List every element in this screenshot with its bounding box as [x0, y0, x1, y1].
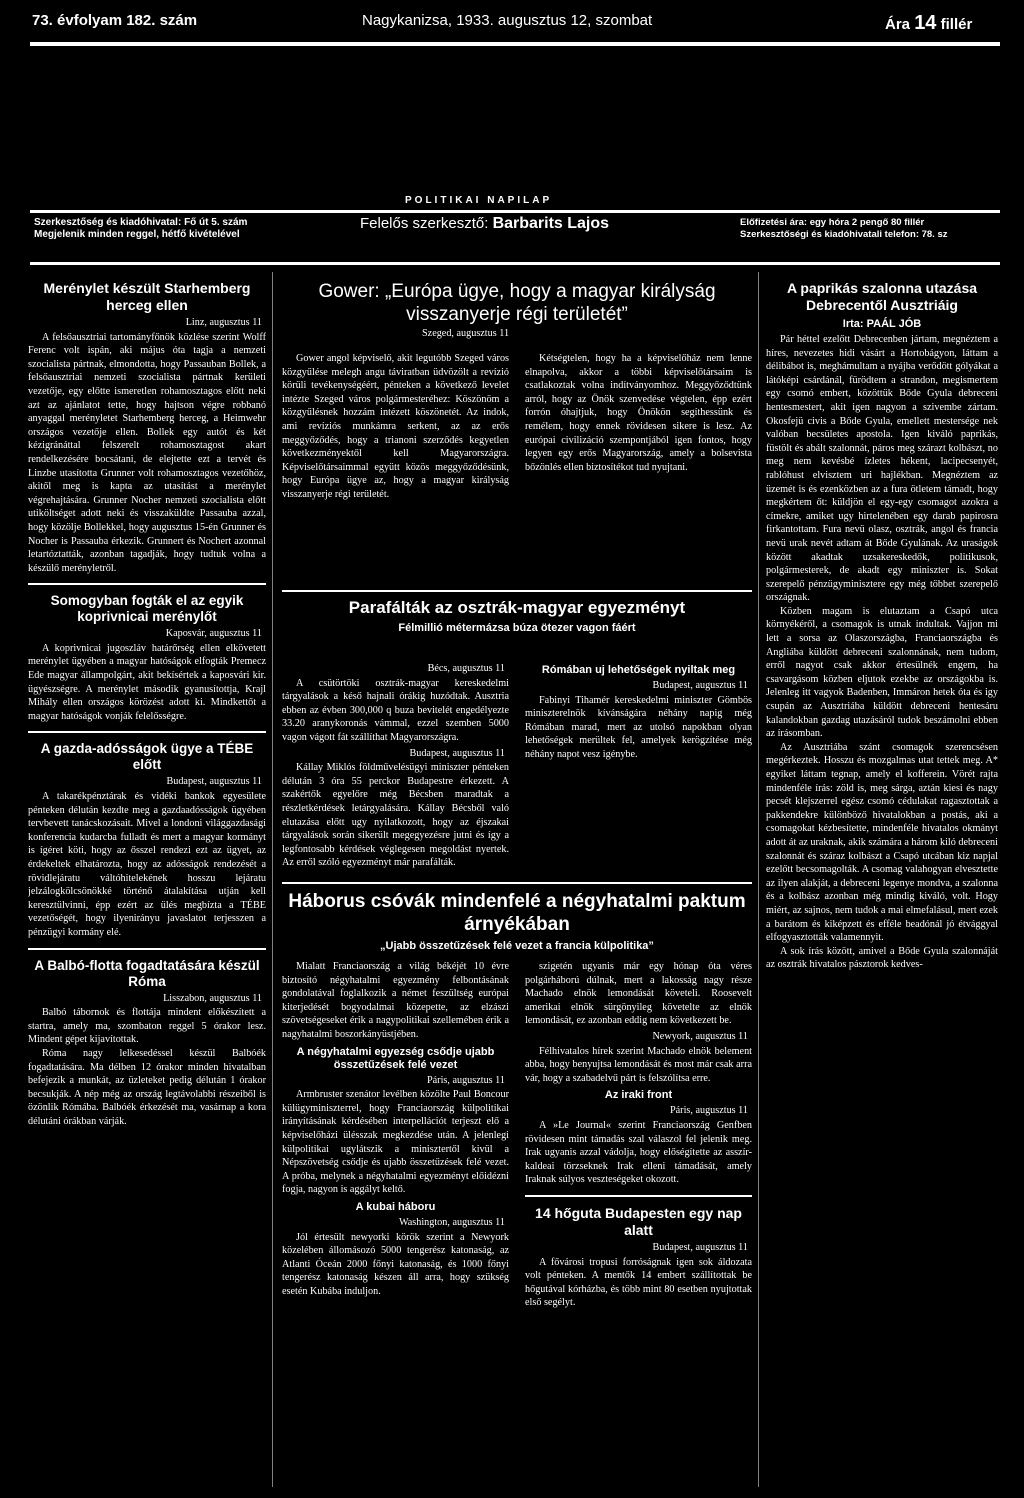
- masthead-top-rule: [30, 210, 1000, 213]
- dateline: Budapest, augusztus 11: [166, 776, 262, 788]
- article-title: Parafálták az osztrák-magyar egyezményt: [348, 598, 686, 617]
- article-text: Kállay Miklós földművelésügyi miniszter pénteken délután 3 óra 55 perckor Budapestre érkezett. A szakértők egyelőre még Bécsben maradtak a részletkérdések letárgyalására. Kállay Bécsből való elutazása előtt ugy nyilatkozott, hogy az éjszakai tárgyalások során sikerült megegyezésre jutni és így a legfontosabb kérdések véglegesen megoldást nyertek. Az erről szóló egyezményt már parafálták.: [282, 762, 509, 869]
- article-subtitle: A kubai háboru: [355, 1200, 436, 1213]
- dateline: Budapest, augusztus 11: [409, 747, 505, 759]
- article-subtitle: Félmillió métermázsa búza ötezer vagon fáért: [398, 622, 636, 634]
- lead-article: [282, 280, 752, 340]
- article-text: A »Le Journal« szerint Franciaország Genfben rövidesen mint támadás szal válaszol fel jelenik meg. Irak ugyanis azzal vádolja, hogy előségítette az asszír-kaldeai törzseknek Irak elleni támadását, amely Iraknak súlyos veszteségeket okozott.: [525, 1119, 752, 1186]
- article-subtitle: Az iraki front: [604, 1089, 673, 1102]
- header-rule: [30, 42, 1000, 46]
- divider: [28, 583, 266, 585]
- war-article: [282, 890, 752, 955]
- divider: [282, 590, 752, 592]
- left-column: [28, 280, 266, 1490]
- masthead-bottom-rule: [30, 262, 1000, 265]
- right-column: [766, 280, 998, 1490]
- article-text: Kétségtelen, hogy ha a képviselőház nem lenne elnapolva, akkor a többi képviselőtársaim is csatlakoztak volna indítványomhoz. Meggyőződtünk arról, hogy az Önök szenvedése végtelen, épp ezért forrón óhajtjuk, hogy Önökön segíthessünk és remélem, hogy ennek rövidesen sikere is lesz. Az európai civilizáció szempontjából igen fontos, hogy legyen egy erős Magyarország, amely a bolsevista bőzönlés ellen biztosítékot tud nyujtani.: [525, 353, 752, 473]
- article-title: 14 hőguta Budapesten egy nap alatt: [535, 1204, 742, 1238]
- article-subtitle: A négyhatalmi egyezség csődje ujabb összetűzések felé vezet: [296, 1045, 495, 1071]
- article-text: A sok írás között, amivel a Bőde Gyula szalonnáját az osztrák hivatalos pásztorok kedves-: [766, 945, 998, 971]
- dateline: Lisszabon, augusztus 11: [163, 992, 262, 1004]
- dateline: Newyork, augusztus 11: [652, 1030, 748, 1042]
- article-text: Balbó tábornok és flottája mindent előkészített a startra, amely ma, szombaton reggel 5 órakor lesz. Mindent gépet kijavítottak.: [28, 1007, 266, 1046]
- article-text: szigetén ugyanis már egy hónap óta véres polgárháború dúlnak, mert a lakosság nagy része Machado elnök lemondását követeli. Roosevelt amerikai elnök sürgönyileg követelte az elnök lemondását, ez azonban eddig nem következett be.: [525, 961, 752, 1027]
- place-date: Nagykanizsa, 1933. augusztus 12, szombat: [362, 12, 653, 29]
- column-rule: [758, 272, 759, 1487]
- dateline: Linz, augusztus 11: [185, 317, 262, 328]
- article-subtitle: „Ujabb összetűzések felé vezet a francia külpolitika”: [380, 940, 654, 952]
- divider: [28, 948, 266, 950]
- article-text: A fővárosi tropusi forróságnak igen sok áldozata volt pénteken. A mentők 14 embert szállítottak be hőgutával kórházba, és több mint 80 esetben nyujtottak első segélyt.: [525, 1256, 752, 1309]
- column-rule: [272, 272, 273, 1487]
- article-subtitle: Rómában uj lehetőségek nyiltak meg: [541, 664, 736, 676]
- page-header: [0, 8, 1024, 38]
- article-title: A Balbó-flotta fogadtatására készül Róma: [34, 957, 260, 989]
- dateline: Páris, augusztus 11: [426, 1074, 505, 1086]
- article-text: A koprivnicai jugoszláv határőrség ellen elkövetett merénylet ügyében a magyar hatóságok elfogták Premecz Ede magyar állampolgárt, akit bekísértek a kaposvári kir. ügyészségre. A merénylet második gyanusítottja, Krajl Mihály ellen országos körözést adott ki. Mindkettőt a magyar hatóságok vonják felelősségre.: [28, 642, 266, 722]
- article-text: Fabinyi Tihamér kereskedelmi miniszter Gömbös miniszterelnök kívánságára néhány napig még Rómában marad, mert az utolsó napokban olyan lehetőségek merültek fel, amelyek kerögzítése még néhány napot vesz igénybe.: [525, 694, 752, 760]
- article-text: Jól értesült newyorki körök szerint a Newyork közelében állomásozó 5000 tengerész katonaság, az Atlanti Óceán 2000 főnyi katonaság, és 1000 főnyi tengerész katonaság készen áll arra, hogy szükség esetén Kubába induljon.: [282, 1231, 509, 1297]
- volume-number: 73. évfolyam 182. szám: [32, 12, 198, 29]
- editor-line: Felelős szerkesztő: Barbarits Lajos: [360, 215, 610, 232]
- lead-title: Gower: „Európa ügye, hogy a magyar királyság visszanyerje régi területét”: [318, 281, 716, 325]
- article-text: A takarékpénztárak és vidéki bankok egyesülete pénteken délután kezdte meg a gazdaadósságok ügyében tervbevett tanácskozásait. Mivel a londoni világgazdasági konferencia kudarcba fulladt és mert a magyar kormányt is ígéret köti, hogy az ősszel rendezi ezt az ügyet, az érdekeltek elhatározta, hogy az adósságok rendezését a rövidlejáratu váltóhitelekének hosszu lejáratu jelzálogkölcsönökké történő átalakítása utján kell keresztülvinni, épp ezért az ülés megbízta a TÉBE vezetőségét, hogy ilyenirányu javaslatot terjesszen a pénzügyi kormány elé.: [28, 791, 266, 938]
- article-text: Róma nagy lelkesedéssel készül Balbóék fogadtatására. Ma délben 12 órakor minden hivatalban befejezik a munkát, az üzleteket pedig délután 1 órakor becsukják. A nép még az ország legtávolabbi részeiből is özönlik Rómába. Balbóék érkezését ma, vasárnap a kora délutáni órákban várják.: [28, 1047, 266, 1127]
- dateline: Washington, augusztus 11: [398, 1216, 505, 1228]
- dateline: Budapest, augusztus 11: [652, 680, 748, 691]
- paper-type: POLITIKAI NAPILAP: [405, 195, 553, 206]
- trade-body: [282, 660, 752, 875]
- article-text: A felsőausztriai tartományfőnök közlése szerint Wolff Ferenc volt ispán, aki május óta tagja a nemzeti szocialista pártnak, elmondotta, hogy Passauban Bollek, a felsőausztriai nemzeti szocialista pártnak kerületi vezetője, egy előtte ismeretlen rohamosztagos előtt neki azt az ajánlatot tette, hogy hajtson végre robbanó anyaggal merényletet Starhemberg herceg, a Heimwehr országos vezetője ellen. Bollek egy autót és két kézigránáttal felszerelt rohamosztagost akart rendelkezésére bocsátani, de elejtette ezt a tervét és Linzbe utasította Grunner volt rohamosztagos vezetőhöz, akitől meg is kapta az utasítást a merénylet végrehajtására. Grunner Nocher nemzeti szocialista előtt utiköltséget adott neki és visszaküldte Passauba azzal, hogy közölje Bollekkel, hogy augusztus 15-én Grunner és Nocher is Passauba érkezik. Grunnert és Nochert azonnal letartóztatták, azonban tagadják, hogy tudtuk volna a készülő merényletről.: [28, 331, 266, 574]
- byline: Irta: PAÁL JÓB: [842, 318, 922, 330]
- war-body: [282, 960, 752, 1490]
- divider: [525, 1195, 752, 1197]
- article-text: Az Ausztriába szánt csomagok szerencsésen megérkeztek. Hosszu és mozgalmas utat tettek meg. A* egyiket láttam tegnap, amely el kofferein. Vörét rajta mindenféle írás: zöld is, meg sárga, aztán kiesi és nagy pecsét klejszerrel egész csomó cédulakat ragasztottak a pakkendekre különböző hivatalokban a postás, aki a csomagokat kézbesítette, mindenféle hivatalos okmányt adott át az uraknak, akik számára a három kiló debreceni szalonnát és száraz kolbászt a Csapó utcában kiz napjal ezelőtt becsomagolták. A csomag valahogyan elvesztette az ilyen alakját, a debreceni legenye mondva, a szalonna és a kolbász azonban még mindig kiváló, volt. Hogy miért, az sajnos, nem tudok a mai elmefalásul, mert ezek a barátom és kiképzett és efféle beadónál jó étvággyal elfogyasztották valamennyit.: [766, 741, 998, 944]
- article-title: Háborus csóvák mindenfelé a négyhatalmi paktum árnyékában: [288, 891, 746, 935]
- article-title: A gazda-adósságok ügye a TÉBE előtt: [40, 741, 254, 773]
- article-text: Armbruster szenátor levélben közölte Paul Boncour külügyminiszterrel, hogy Franciaország külpolitikai irányításának kérdésében interpellációt terjeszt elő a képviselőházi ülésszak megkezdése után. A jelenlegi külpolitikai ugylátszik a minisztertől kivül a Népszövetség csődje és ujabb összetűzések felé vezet. A próba, melynek a négyhatalmi egyezményt előidézni fogja, nagyon is aggályt keltő.: [282, 1089, 509, 1196]
- trade-article: [282, 598, 752, 637]
- article-text: Pár héttel ezelőtt Debrecenben jártam, megnéztem a híres, nevezetes hidi vásárt a Hortobágyon, láttam a délibábot is, meghámultam a nyájba verődött gólyákat a látóképi csárdánál, fürödtem a strandon, megismertem egy csomó embert, közöttük Bőde Gyula debreceni hentesmestert, akit igen nagyon a szivembe zártam. Okosfejü civis a Bőde Gyula, emellett mestersége nek valóban becsületes apostola. Igen kiváló paprikás, füstölt és abált szalonnát, páros meg szárazt kolbászt, no meg nem kevésbé ízletes hékent, lacipecsenyét, rablóhust elvisztem uri hajlékban. Megnéztem az üzemét is és ezenközben az a fura ötletem támadt, hogy megkértem őt: küldjön el egy-egy csomagot azokra a címekre, amiket ugy hirtelenében egy darab papirosra firkantottam. Fura nevü olasz, osztrák, angol és francia nevü urak nevét adtam át Bőde Gyulának. Az uraságok között akadtak uzsakereskedők, politikusok, polgármesterek, de akadt egy miniszter is. Sokat szerepelő pénzügyminisztere egy még többet szerepelő országnak.: [766, 334, 998, 604]
- masthead-right: Előfizetési ára: egy hóra 2 pengő 80 fillér Szerkesztőségi és kiadóhivatali telefon: 78. sz: [740, 217, 948, 240]
- divider: [28, 731, 266, 733]
- dateline: Kaposvár, augusztus 11: [165, 628, 262, 640]
- article-text: Félhivatalos hírek szerint Machado elnök belement abba, hogy benyujtsa lemondását és most már csak arra vár, hogy a szabadelvű párt is felszólítsa erre.: [525, 1045, 752, 1084]
- masthead: [0, 195, 1024, 255]
- article-title: Merénylet készült Starhemberg herceg ellen: [43, 280, 251, 313]
- price: Ára 14 fillér: [885, 12, 973, 34]
- dateline: Budapest, augusztus 11: [652, 1241, 748, 1253]
- divider: [282, 882, 752, 884]
- masthead-left: Szerkesztőség és kiadóhivatal: Fő út 5. szám Megjelenik minden reggel, hétfő kivételével: [34, 217, 248, 240]
- lead-body: [282, 352, 752, 577]
- feature-title: A paprikás szalonna utazása Debrecentől Ausztriáig: [786, 280, 978, 313]
- article-text: Közben magam is elutaztam a Csapó utca környékéről, a csomagok is utnak indultak. Vajjon mi lett a sorsa az Olaszországba, Franciaországba és Angliába küldött debreceni szalonnának, nem tudom, erről nagyot csak akkor értesülnék engem, ha csavargásom közben eljutok ezekbe az országokba is. Jelenleg itt vagyok Badenben, Immáron hetek óta és igy csupán az Ausztriába küldött debreceni hentesáru kalandokban gazdag utazásáról tudok beszámolni ebben az írásomban.: [766, 605, 998, 740]
- article-title: Somogyban fogták el az egyik koprivnicai merénylőt: [50, 593, 244, 625]
- dateline: Szeged, augusztus 11: [422, 328, 510, 339]
- dateline: Páris, augusztus 11: [669, 1105, 748, 1117]
- article-text: A csütörtöki osztrák-magyar kereskedelmi tárgyalások a késő hajnali órákig huzódtak. Ausztria ebben az évben 300,000 q buza bevitelét engedélyezte 33.20 aranykoronás vámmal, ezzel szemben 5000 vagon vágott fát szállíthat Magyarországra.: [282, 677, 509, 743]
- article-text: Mialatt Franciaország a világ békéjét 10 évre biztosító négyhatalmi egyezmény felbontásának gondolatával foglalkozik a német feszültség európai kiterjedését bogyodalmai közepette, az elzászi szövetségeseket érik a nagypolitikai szellemében érik a nagyhatalmi boszorkányüstjében.: [282, 961, 509, 1040]
- dateline: Bécs, augusztus 11: [427, 663, 505, 674]
- article-text: Gower angol képviselő, akit legutóbb Szeged város közgyűlése melegh angu táviratban üdvözölt a revízió körüli tevékenységéért, pénteken a következő levelet intézte Szeged város polgármesteréhez: Köszönöm a közgyűlésnek hozzám intézett köszönetét. Az indok, ami revíziós munkámra serkent, az az erős meggyőződés, hogy a trianoni szerződés kegyetlen következményektől kell Magyarországra. Képviselőtársaimmal együtt közös meggyőződésünk, hogy Európa ügye az, hogy a magyar királyság visszanyerje régi területét.: [282, 353, 509, 500]
